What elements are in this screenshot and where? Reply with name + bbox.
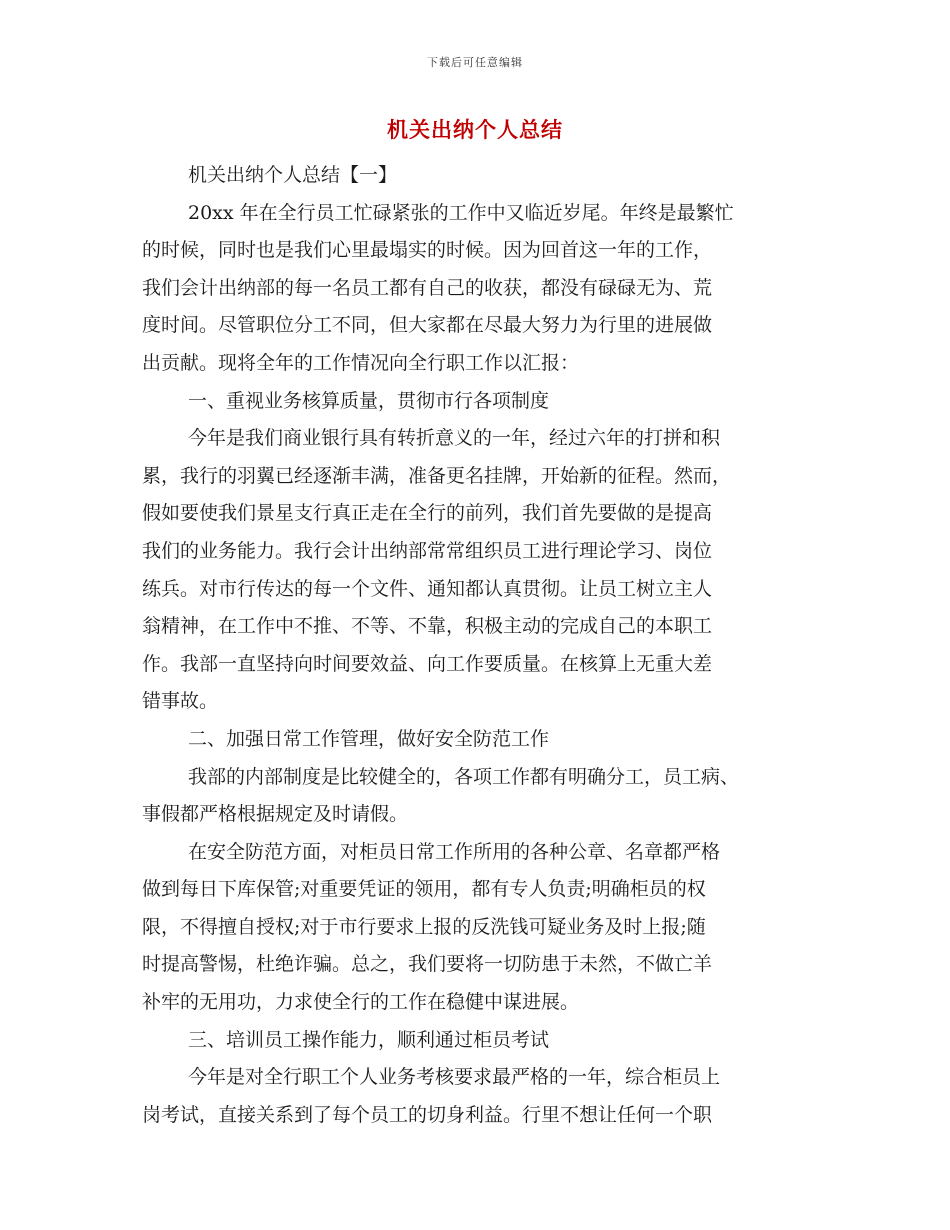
- text-line: 二、加强日常工作管理，做好安全防范工作: [188, 727, 550, 750]
- text-line: 累，我行的羽翼已经逐渐丰满，准备更名挂牌，开始新的征程。然而，: [142, 464, 732, 487]
- text-line: 事假都严格根据规定及时请假。: [142, 803, 409, 826]
- text-line: 的时候，同时也是我们心里最塌实的时候。因为回首这一年的工作，: [142, 239, 713, 262]
- text-line: 岗考试，直接关系到了每个员工的切身利益。行里不想让任何一个职: [142, 1103, 713, 1126]
- text-line: 度时间。尽管职位分工不同，但大家都在尽最大努力为行里的进展做: [142, 314, 713, 337]
- text-line: 作。我部一直坚持向时间要效益、向工作要质量。在核算上无重大差: [142, 652, 713, 675]
- text-line: 限，不得擅自授权;对于市行要求上报的反洗钱可疑业务及时上报;随: [142, 915, 706, 938]
- text-line: 出贡献。现将全年的工作情况向全行职工作以汇报：: [142, 351, 580, 374]
- text-line: 今年是对全行职工个人业务考核要求最严格的一年，综合柜员上: [188, 1066, 721, 1089]
- text-line: 做到每日下库保管;对重要凭证的领用，都有专人负责;明确柜员的权: [142, 878, 706, 901]
- text-line: 补牢的无用功，力求使全行的工作在稳健中谋进展。: [142, 991, 580, 1014]
- text-line: 一、重视业务核算质量，贯彻市行各项制度: [188, 389, 550, 412]
- text-line: 我部的内部制度是比较健全的，各项工作都有明确分工，员工病、: [188, 765, 740, 788]
- text-line: 翁精神，在工作中不推、不等、不靠，积极主动的完成自己的本职工: [142, 615, 713, 638]
- text-line: 假如要使我们景星支行真正走在全行的前列，我们首先要做的是提高: [142, 502, 713, 525]
- text-line: 20xx 年在全行员工忙碌紧张的工作中又临近岁尾。年终是最繁忙: [188, 201, 734, 224]
- document-title: 机关出纳个人总结: [387, 118, 563, 142]
- text-line: 我们的业务能力。我行会计出纳部常常组织员工进行理论学习、岗位: [142, 539, 713, 562]
- text-line: 今年是我们商业银行具有转折意义的一年，经过六年的打拼和积: [188, 427, 721, 450]
- text-line: 错事故。: [142, 690, 219, 713]
- text-line: 在安全防范方面，对柜员日常工作所用的各种公章、名章都严格: [188, 840, 721, 863]
- text-line: 我们会计出纳部的每一名员工都有自己的收获，都没有碌碌无为、荒: [142, 276, 713, 299]
- text-line: 时提高警惕，杜绝诈骗。总之，我们要将一切防患于未然，不做亡羊: [142, 953, 713, 976]
- text-line: 练兵。对市行传达的每一个文件、通知都认真贯彻。让员工树立主人: [142, 577, 713, 600]
- text-line: 机关出纳个人总结【一】: [188, 164, 398, 186]
- text-line: 三、培训员工操作能力，顺利通过柜员考试: [188, 1028, 550, 1051]
- header-note: 下载后可任意编辑: [427, 56, 523, 69]
- document-body: [142, 157, 802, 1134]
